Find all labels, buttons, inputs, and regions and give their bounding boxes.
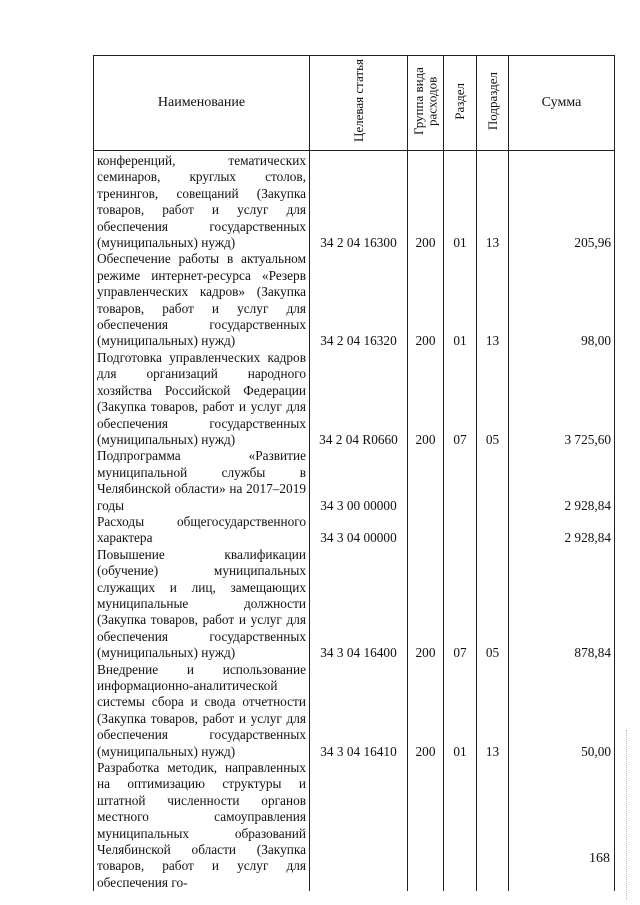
header-group: Группа вида расходов: [408, 56, 444, 151]
row-subsection: 13: [477, 251, 509, 349]
row-code: 34 3 04 00000: [310, 514, 408, 547]
row-subsection: [477, 760, 509, 891]
row-sum: 205,96: [509, 151, 615, 252]
row-subsection: 13: [477, 151, 509, 252]
table-row: [94, 514, 615, 547]
page-number: 168: [589, 851, 610, 866]
row-sum: 98,00: [509, 251, 615, 349]
table-row: [94, 547, 615, 662]
row-section: 01: [444, 662, 477, 760]
row-sum: 50,00: [509, 662, 615, 760]
row-section: 01: [444, 151, 477, 252]
row-section: [444, 760, 477, 891]
row-name: Подпрограмма «Развитие муниципальной службы в Челябинской области» на 2017–2019 годы: [94, 448, 310, 514]
row-group: 200: [408, 350, 444, 448]
row-name: Повышение квалификации (обучение) муниципальных служащих и лиц, замещающих муниципальные должности (Закупка товаров, работ и услуг для обеспечения государственных (муниципальных) нужд): [94, 547, 310, 662]
row-section: 01: [444, 251, 477, 349]
table-row: [94, 760, 615, 891]
header-section: Раздел: [444, 56, 477, 151]
row-name: Подготовка управленческих кадров для организаций народного хозяйства Российской Федерации (Закупка товаров, работ и услуг для обеспечения государственных (муниципальных) нужд): [94, 350, 310, 448]
row-name: Обеспечение работы в актуальном режиме интернет-ресурса «Резерв управленческих кадров» (Закупка товаров, работ и услуг для обеспечения государственных (муниципальных) нужд): [94, 251, 310, 349]
row-group: [408, 514, 444, 547]
table-row: [94, 251, 615, 349]
row-code: 34 2 04 16320: [310, 251, 408, 349]
budget-table: [93, 55, 615, 891]
row-subsection: [477, 448, 509, 514]
row-code: 34 2 04 R0660: [310, 350, 408, 448]
scan-edge-marks: [626, 730, 629, 900]
row-section: 07: [444, 547, 477, 662]
row-subsection: 13: [477, 662, 509, 760]
row-code: 34 2 04 16300: [310, 151, 408, 252]
row-subsection: 05: [477, 547, 509, 662]
table-row: [94, 350, 615, 448]
table-header-row: [94, 56, 615, 151]
row-section: [444, 448, 477, 514]
row-code: 34 3 04 16410: [310, 662, 408, 760]
row-code: 34 3 04 16400: [310, 547, 408, 662]
row-sum: 2 928,84: [509, 514, 615, 547]
header-sum: Сумма: [509, 56, 615, 151]
header-code: Целевая статья: [310, 56, 408, 151]
header-subsection: Подраздел: [477, 56, 509, 151]
row-section: 07: [444, 350, 477, 448]
row-subsection: [477, 514, 509, 547]
row-sum: 3 725,60: [509, 350, 615, 448]
table-row: [94, 448, 615, 514]
row-sum: 878,84: [509, 547, 615, 662]
row-section: [444, 514, 477, 547]
row-group: [408, 760, 444, 891]
row-group: [408, 448, 444, 514]
row-group: 200: [408, 151, 444, 252]
row-name: Расходы общегосударственного характера: [94, 514, 310, 547]
header-name: Наименование: [94, 56, 310, 151]
row-name: Внедрение и использование информационно-аналитической системы сбора и свода отчетности (Закупка товаров, работ и услуг для обеспечения государственных (муниципальных) нужд): [94, 662, 310, 760]
row-group: 200: [408, 251, 444, 349]
table-row: [94, 662, 615, 760]
row-name: конференций, тематических семинаров, круглых столов, тренингов, совещаний (Закупка товаров, работ и услуг для обеспечения государственных (муниципальных) нужд): [94, 151, 310, 252]
row-sum: 2 928,84: [509, 448, 615, 514]
row-name: Разработка методик, направленных на оптимизацию структуры и штатной численности органов местного самоуправления муниципальных образований Челябинской области (Закупка товаров, работ и услуг для обеспечения го-: [94, 760, 310, 891]
row-group: 200: [408, 547, 444, 662]
row-subsection: 05: [477, 350, 509, 448]
table-row: [94, 151, 615, 252]
row-code: 34 3 00 00000: [310, 448, 408, 514]
row-sum: [509, 760, 615, 891]
row-code: [310, 760, 408, 891]
row-group: 200: [408, 662, 444, 760]
